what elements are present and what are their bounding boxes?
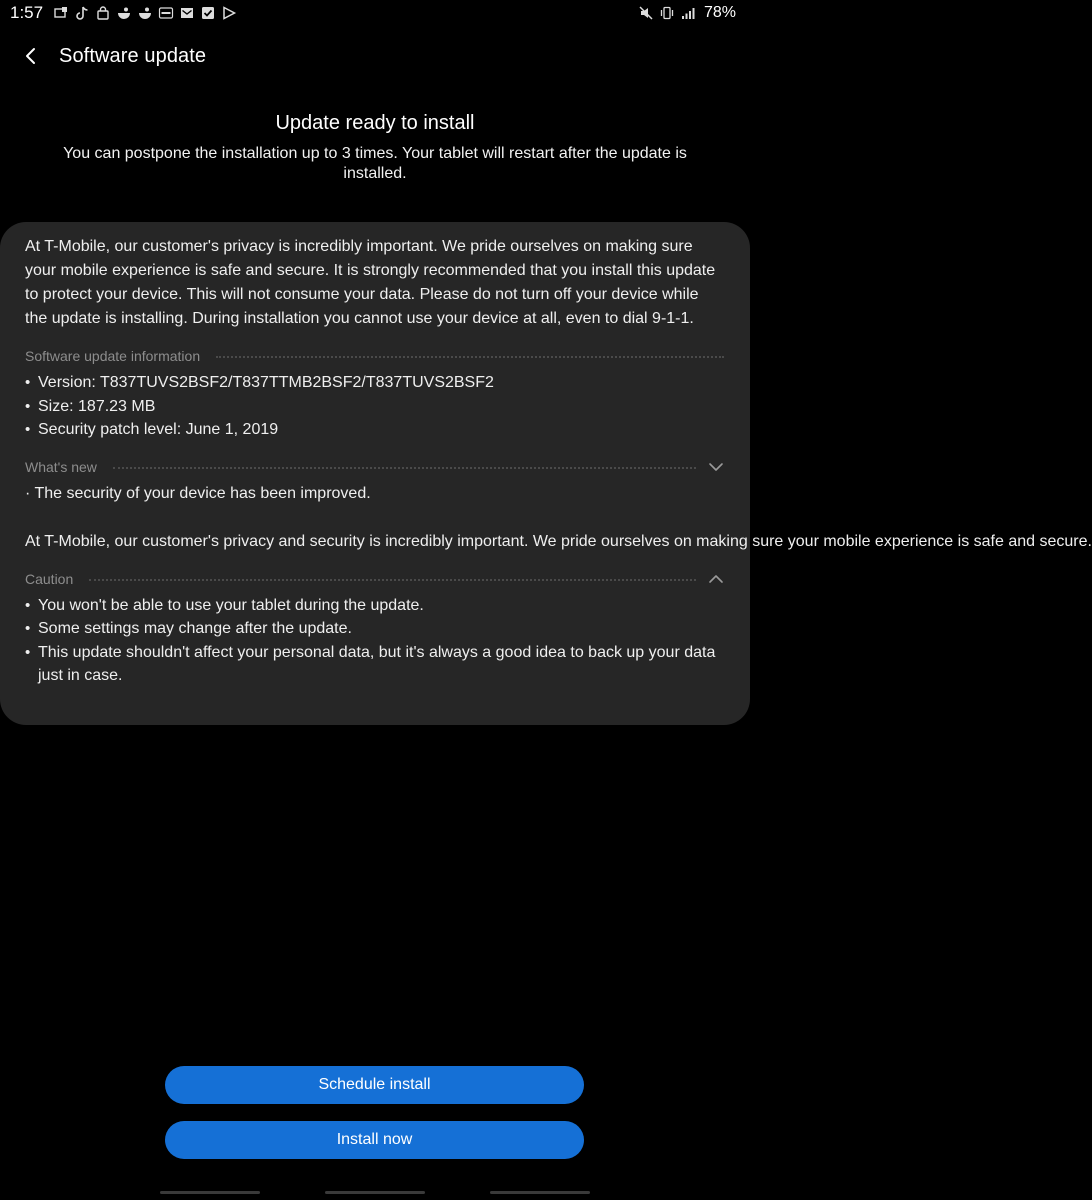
chevron-down-icon: [708, 459, 724, 475]
chevron-up-icon: [708, 571, 724, 587]
notification-icon: [54, 6, 68, 20]
whats-new-header[interactable]: [25, 457, 724, 477]
nav-recents-hint[interactable]: [160, 1191, 260, 1194]
caution-header[interactable]: [25, 569, 724, 589]
mute-icon: [639, 6, 653, 20]
tiktok-icon: [75, 6, 89, 20]
status-bar-left: [10, 3, 236, 23]
app-bar: [0, 30, 750, 82]
software-info-header: [25, 346, 724, 366]
nav-home-hint[interactable]: [325, 1191, 425, 1194]
section-divider: [113, 467, 696, 469]
check-icon: [201, 6, 215, 20]
whats-new-more-text: At T-Mobile, our customer's privacy and security is incredibly important. We pride ourselves on making sure your mobile experience is safe and secure.: [25, 532, 1092, 550]
vibrate-icon: [660, 6, 674, 20]
page-title: Software update: [59, 44, 207, 67]
caution-label: Caution: [25, 570, 74, 587]
section-divider: [89, 579, 696, 581]
status-bar: [0, 0, 750, 26]
list-item-version: • Version: T837TUVS2BSF2/T837TTMB2BSF2/T837TUVS2BSF2: [25, 371, 724, 395]
back-arrow-icon: [22, 47, 40, 65]
play-icon: [222, 6, 236, 20]
list-item-security-patch: • Security patch level: June 1, 2019: [25, 418, 724, 442]
carrier-intro-text: At T-Mobile, our customer's privacy is incredibly important. We pride ourselves on making sure your mobile experience is safe and secure. It is strongly recommended that you install this update to protect your device. This will not consume your data. Please do not turn off your device while the update is installing. During installation you cannot use your device at all, even to dial 9-1-1.: [25, 238, 716, 327]
software-info-label: Software update information: [25, 348, 201, 364]
sports-icon: [159, 6, 173, 20]
update-status-subtitle: You can postpone the installation up to 3 times. Your tablet will restart after the update is installed.: [63, 145, 687, 182]
signal-icon: [681, 6, 695, 20]
update-details-card[interactable]: [0, 222, 1092, 725]
whats-new-item: · The security of your device has been improved.: [25, 484, 371, 502]
nav-back-hint[interactable]: [490, 1191, 590, 1194]
caution-collapse-button[interactable]: [708, 571, 724, 587]
list-item: • You won't be able to use your tablet during the update.: [25, 594, 724, 618]
software-info-list: [25, 371, 724, 442]
battery-level: 78%: [703, 4, 736, 21]
mail-icon: [180, 6, 194, 20]
list-item: • This update shouldn't affect your personal data, but it's always a good idea to back up your data just in case.: [25, 641, 724, 688]
caution-list: [25, 594, 724, 688]
whats-new-label: What's new: [25, 458, 97, 475]
section-divider: [216, 356, 724, 358]
whats-new-expand-button[interactable]: [708, 459, 724, 475]
food-icon: [117, 6, 131, 20]
schedule-install-button[interactable]: Schedule install: [165, 1066, 584, 1104]
bag-icon: [96, 6, 110, 20]
status-bar-right: [639, 4, 736, 22]
install-now-button[interactable]: Install now: [165, 1121, 584, 1159]
food-icon: [138, 6, 152, 20]
list-item-size: • Size: 187.23 MB: [25, 395, 724, 419]
list-item: • Some settings may change after the update.: [25, 617, 724, 641]
status-time: 1:57: [10, 3, 44, 22]
update-status-title: Update ready to install: [275, 112, 475, 134]
back-button[interactable]: [16, 41, 46, 71]
